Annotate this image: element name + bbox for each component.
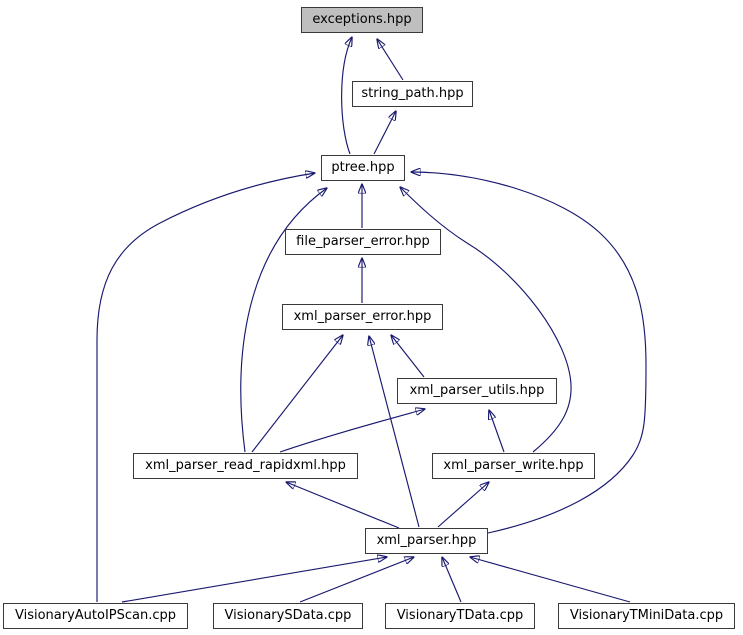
node-visionary-tmini-data-cpp[interactable]: VisionaryTMiniData.cpp (558, 603, 735, 629)
node-xml-parser-error-hpp[interactable]: xml_parser_error.hpp (282, 304, 443, 330)
node-visionary-sdata-cpp[interactable]: VisionarySData.cpp (213, 603, 363, 629)
node-xml-parser-hpp[interactable]: xml_parser.hpp (365, 528, 488, 554)
node-string-path-hpp[interactable]: string_path.hpp (352, 81, 473, 107)
edge-xml_parser_read_rapidxml.hpp-to-xml_parser_error.hpp (252, 335, 343, 452)
node-visionary-auto-ip-scan-cpp[interactable]: VisionaryAutoIPScan.cpp (3, 603, 188, 629)
node-xml-parser-utils-hpp[interactable]: xml_parser_utils.hpp (397, 378, 557, 404)
node-ptree-hpp[interactable]: ptree.hpp (321, 155, 405, 181)
edge-xml_parser_write.hpp-to-xml_parser_utils.hpp (489, 410, 504, 452)
edge-xml_parser_read_rapidxml.hpp-to-xml_parser_utils.hpp (280, 409, 425, 452)
edge-xml_parser.hpp-to-xml_parser_write.hpp (438, 482, 489, 527)
edge-ptree.hpp-to-exceptions.hpp (342, 37, 352, 154)
node-xml-parser-read-rapidxml-hpp[interactable]: xml_parser_read_rapidxml.hpp (133, 453, 358, 479)
node-file-parser-error-hpp[interactable]: file_parser_error.hpp (285, 229, 441, 255)
edge-xml_parser_utils.hpp-to-xml_parser_error.hpp (391, 335, 424, 377)
node-exceptions-hpp[interactable]: exceptions.hpp (301, 7, 423, 33)
edge-VisionaryTData.cpp-to-xml_parser.hpp (442, 557, 461, 602)
edge-VisionaryTMiniData.cpp-to-xml_parser.hpp (470, 557, 630, 602)
edge-ptree.hpp-to-string_path.hpp (374, 111, 396, 154)
edge-VisionaryAutoIPScan.cpp-to-xml_parser.hpp (122, 557, 387, 602)
edge-VisionaryAutoIPScan.cpp-to-ptree.hpp (97, 173, 315, 602)
node-xml-parser-write-hpp[interactable]: xml_parser_write.hpp (432, 453, 595, 479)
edge-string_path.hpp-to-exceptions.hpp (377, 39, 403, 80)
node-visionary-tdata-cpp[interactable]: VisionaryTData.cpp (385, 603, 535, 629)
edge-xml_parser.hpp-to-xml_parser_error.hpp (369, 336, 419, 527)
edge-VisionarySData.cpp-to-xml_parser.hpp (300, 557, 414, 602)
edge-xml_parser.hpp-to-xml_parser_read_rapidxml.hpp (286, 482, 399, 528)
